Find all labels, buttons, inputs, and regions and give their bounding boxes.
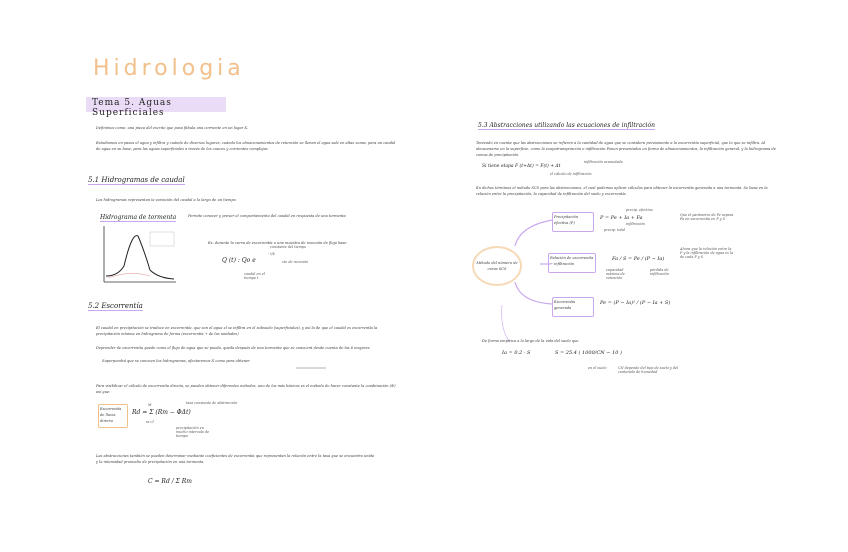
page-title: Hidrologia	[93, 56, 245, 81]
topic-header-label: Tema 5. Aguas Superficiales	[92, 98, 172, 118]
definition-text: Definimos como: una pieza del escrito que pasa fábula una corriente en un lugar X.	[96, 126, 249, 130]
side-note-2: Ahora que la relación entre la P y la infiltración de agua es la de cada P y S	[680, 247, 734, 259]
sum-upper-limit: M	[148, 403, 152, 407]
label-infiltration: infiltración	[626, 222, 645, 226]
recession-formula: Q (t) : Qo e	[222, 257, 256, 264]
abstractions-paragraph-1: Teniendo en cuenta que las abstracciones se refieren a la cantidad de agua que se considera previamente a la escorrentía superficial, que lo que se infiltra. Al almacenarse en la superficie, como la evapotranspiración e infiltración Ponen presentados en forma de almacenamientos, la infiltración general, y la hidrograma de comas de precipitación.	[476, 141, 776, 157]
label-total-precip: precip. total	[604, 228, 625, 232]
label-effective-precip: precip. efectiva	[626, 208, 653, 212]
abstractions-paragraph-2: En dichos términos el método SCS para las abstracciones, el cual podemos aplicar cálculos para obtener la escorrentía generada a una tormenta. Se basa en la relación entre la precipitación, la capacidad de infiltración del suelo y escorrentía	[476, 186, 768, 196]
empirical-note: De forma empírica a lo largo de la vida del suelo que	[482, 339, 579, 343]
hydrograph-sketch	[104, 226, 176, 282]
section-5-3-title: 5.3 Abstracciones utilizando las ecuaciones de infiltración	[478, 122, 655, 129]
effective-precip-box: Precipitación efectiva (P)	[552, 212, 594, 232]
label-in-soil: en el suelo	[588, 366, 607, 370]
runoff-paragraph-5: Las abstracciones también se pueden determinar mediante coeficientes de escorrentía que representan la relación entre la tasa que se encuentra unida y la intensidad promedio de precipitación en una tormenta.	[96, 454, 375, 464]
label-cn-note: CN depende del tipo de suelo y del contenido de humedad	[618, 366, 679, 374]
runoff-infiltration-box: Relación de escorrentía − infiltración	[548, 253, 596, 273]
direct-runoff-box: Escorrentía de lluvia directa	[98, 404, 128, 428]
runoff-paragraph-2: Deprender de escorrentía quede como el flujo de agua que se pueda, queda después de una tormenta que se conocerá desde cuenta de las 6 mayores	[96, 346, 370, 350]
initial-abstraction-equation: Ia = 0.2 · S	[502, 350, 531, 356]
scs-ratio-equation: Fa / S = Pe / (P − Ia)	[612, 256, 665, 262]
scs-runoff-equation: Pe = (P − Ia)² / (P − Ia + S)	[600, 300, 671, 306]
label-recession-constant: cte de recesión	[282, 260, 309, 264]
runoff-paragraph-3: Superpondrá que se conocen los hidrogramas, afectaremos X como para obtener	[102, 359, 250, 363]
sum-lower-limit: m=1	[146, 420, 155, 424]
runoff-coefficient-formula: C = Rd / Σ Rm	[148, 478, 192, 485]
section-5-1-text: Los hidrogramas representan la variación del caudal a lo largo de un tiempo	[96, 198, 236, 202]
intro-text: Estudiamos en pasos el agua y infiltra y cuándo de diversos lugares, cuándo los almacenamientos de retención se llenan el agua sale en altas zonas, para un caudal de agua en su base, para las aguas superficiales a través de los cauces y corrientes complejas.	[96, 141, 396, 151]
precip-balance-equation: P = Pe + Ia + Fa	[600, 215, 643, 221]
label-abstraction-rate: tasa constante de abstracción	[186, 401, 238, 405]
storm-hydrograph-text: Permite conocer y prever el comportamiento del caudal en respuesta de una tormenta	[188, 214, 346, 218]
label-flow-at-t: caudal en el tiempo t	[244, 272, 265, 280]
section-5-3-heading	[478, 122, 655, 129]
side-note-1: Que el parámetro de Pe separa Fa en escorrentía en P y S	[680, 213, 734, 221]
label-time-constant: constante del tiempo	[270, 245, 307, 249]
runoff-paragraph-1: El caudal en precipitación se traduce en escorrentía, que son el agua el se infiltra en el subsuelo (superficiales), y así la de que el caudal es escorrentía la precipitación mínima en hidrograma de forma (escorrentía + de las unidades)	[96, 326, 378, 336]
section-5-2-title: 5.2 Escorrentía	[88, 302, 143, 310]
label-infiltration-calc: el cálculo de infiltración	[550, 172, 592, 176]
generated-runoff-box: Escorrentía generada	[552, 297, 594, 317]
scs-method-oval	[472, 246, 522, 286]
direct-runoff-formula: Rd = Σ (Rm − ΦΔt)	[132, 409, 191, 416]
infiltration-equation: Si tiene etapa F (t+Δt) = F(t) + Δt	[482, 164, 561, 169]
runoff-paragraph-4: Para visibilizar el cálculo de escorrentía directa, se pueden obtener diferentes métodos, uno de los más básicos es el método de hacer constante la combinación (Φ) así que:	[96, 384, 396, 394]
recession-exponent: - t/k	[268, 252, 275, 256]
scs-method-label: Método del número de curva SCS	[476, 261, 518, 271]
label-precip-interval: precipitación en mucho intervalo de tiempo	[176, 426, 210, 438]
section-5-2-heading	[88, 302, 143, 310]
label-accumulated-infiltration: infiltración acumulada	[584, 160, 623, 164]
hydrograph-note: Ex. durante la curva de escorrentía o una muestra de reacción de flujo base	[208, 241, 347, 245]
retention-equation: S = 25.4 ( 1000/CN − 10 )	[555, 350, 622, 356]
storm-hydrograph-title: Hidrograma de tormenta	[100, 214, 177, 221]
label-max-retention: capacidad máxima de retención	[606, 268, 625, 280]
label-infiltration-loss: pérdida de infiltración	[650, 268, 669, 276]
section-5-1-title: 5.1 Hidrogramas de caudal	[88, 176, 185, 184]
